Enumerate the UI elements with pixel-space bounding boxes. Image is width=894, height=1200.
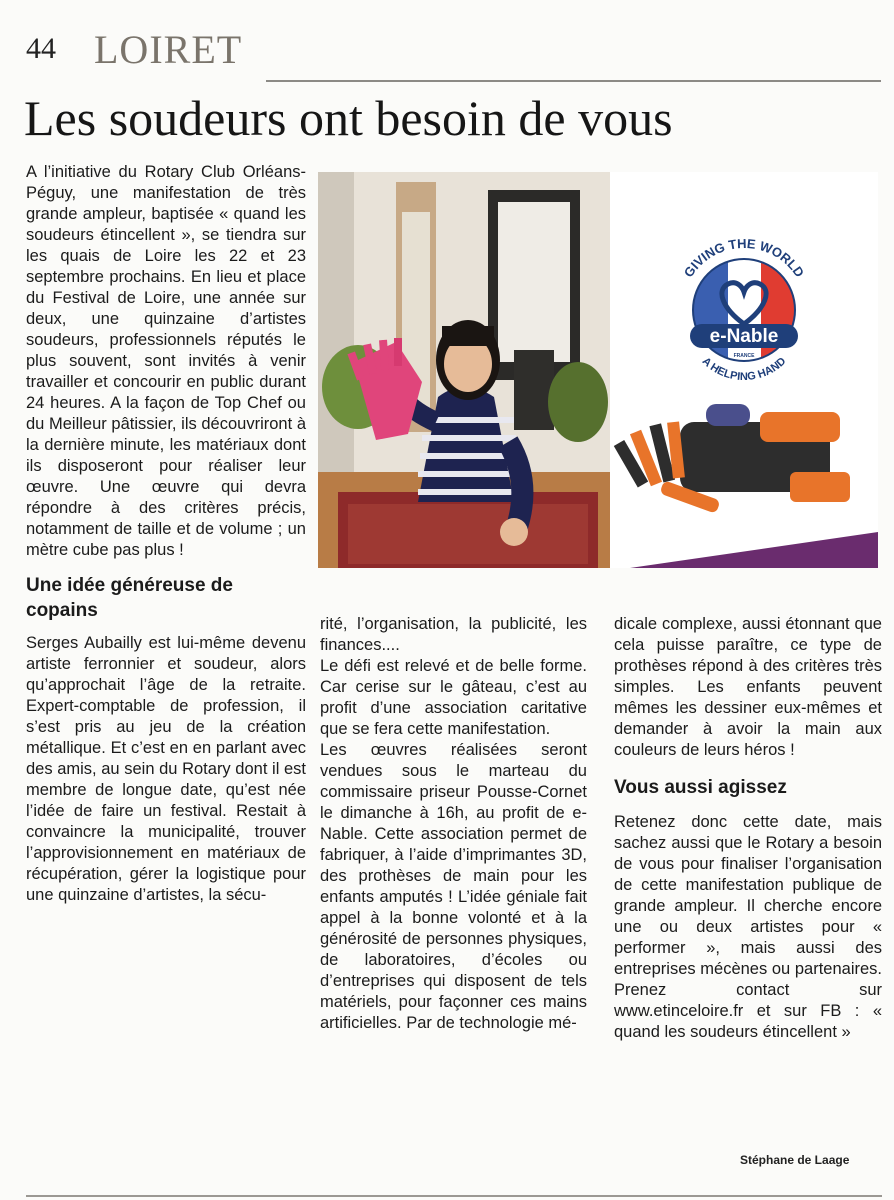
- subhead-vous-aussi: Vous aussi agissez: [614, 777, 787, 798]
- article-column-1: [26, 162, 306, 906]
- paragraph-oeuvres: Les œuvres réalisées seront vendues sous le marteau du commissaire priseur Pousse-Cornet le dimanche à 16h, au profit de e-Nable. Cette association permet de fabriquer, à l’aide d’imprimantes 3D, des prothèses de main pour les enfants amputés ! L’idée géniale fait appel à la bonne volonté et à la générosité de personnes physiques, de laboratoires, d’écoles ou d’entreprises qui disposent de tels matériels, pour façonner ces mains artificielles. Par de technologie mé-: [320, 741, 587, 1032]
- logo-bottom-arc: A HELPING HAND: [699, 355, 789, 384]
- subhead-idee-genereuse: Une idée généreuse de copains: [26, 575, 233, 621]
- enable-logo-graphic: [660, 226, 828, 394]
- header-rule: [266, 80, 881, 82]
- logo-top-arc: GIVING THE WORLD: [680, 235, 808, 280]
- logo-name: e-Nable: [709, 326, 779, 347]
- enable-logo: [660, 226, 828, 394]
- article-column-2: [320, 614, 587, 1034]
- bottom-rule: [26, 1195, 882, 1197]
- article-column-3: [614, 614, 882, 1043]
- paragraph-intro: A l’initiative du Rotary Club Orléans-Péguy, une manifestation de très grande ampleur, baptisée « quand les soudeurs étincellent », se tiendra sur les quais de Loire les 22 et 23 septembre prochains. En lieu et place du Festival de Loire, une année sur deux, une quinzaine d’artistes soudeurs, professionnels réputés le plus souvent, sont invités à venir travailler et concourir en public durant 24 heures. A la façon de Top Chef ou du Meilleur pâtissier, ils découvriront à la dernière minute, les matériaux dont ils disposeront pour réaliser leur œuvre. Une œuvre qui devra répondre à des critères précis, notamment de taille et de volume ; un mètre cube pas plus !: [26, 163, 306, 559]
- headline: Les soudeurs ont besoin de vous: [24, 90, 673, 146]
- paragraph-defi: Le défi est relevé et de belle forme. Car cerise sur le gâteau, c’est au profit d’une association caritative que se fera cette manifestation.: [320, 657, 587, 738]
- author-signature: Stéphane de Laage: [740, 1153, 850, 1167]
- section-name: LOIRET: [94, 27, 243, 72]
- paragraph-medicale: dicale complexe, aussi étonnant que cela puisse paraître, ce type de prothèses répond à des critères très simples. Les enfants peuvent mêmes les dessiner eux-mêmes et demander à avoir la main aux couleurs de leurs héros !: [614, 615, 882, 759]
- photo-girl-with-prosthetic-hand: [318, 172, 610, 568]
- paragraph-aubailly: Serges Aubailly est lui-même devenu artiste ferronnier et soudeur, alors qu’approchait l’âge de la retraite. Expert-comptable de profession, il s’est pris au jeu de la création métallique. Et c’est en en parlant avec des amis, au sein du Rotary dont il est membre de longue date, qu’est née l’idée de faire un festival. Restait à convaincre la municipalité, trouver l’approvisionnement en matériaux de récupération, gérer la logistique pour une quinzaine d’artistes, la sécu-: [26, 634, 306, 904]
- page-number: 44: [26, 32, 56, 65]
- logo-country: FRANCE: [733, 353, 755, 359]
- paragraph-retenez: Retenez donc cette date, mais sachez aussi que le Rotary a besoin de vous pour finaliser l’organisation de cette manifestation publique de grande ampleur. Il cherche encore une ou deux artistes pour « performer », mais aussi des entreprises mécènes ou partenaires. Prenez contact sur www.etinceloire.fr et sur FB : « quand les soudeurs étincellent »: [614, 813, 882, 1041]
- photo-illustration: [318, 172, 610, 568]
- page-header: [26, 27, 881, 80]
- paragraph-securite: rité, l’organisation, la publicité, les finances....: [320, 615, 587, 654]
